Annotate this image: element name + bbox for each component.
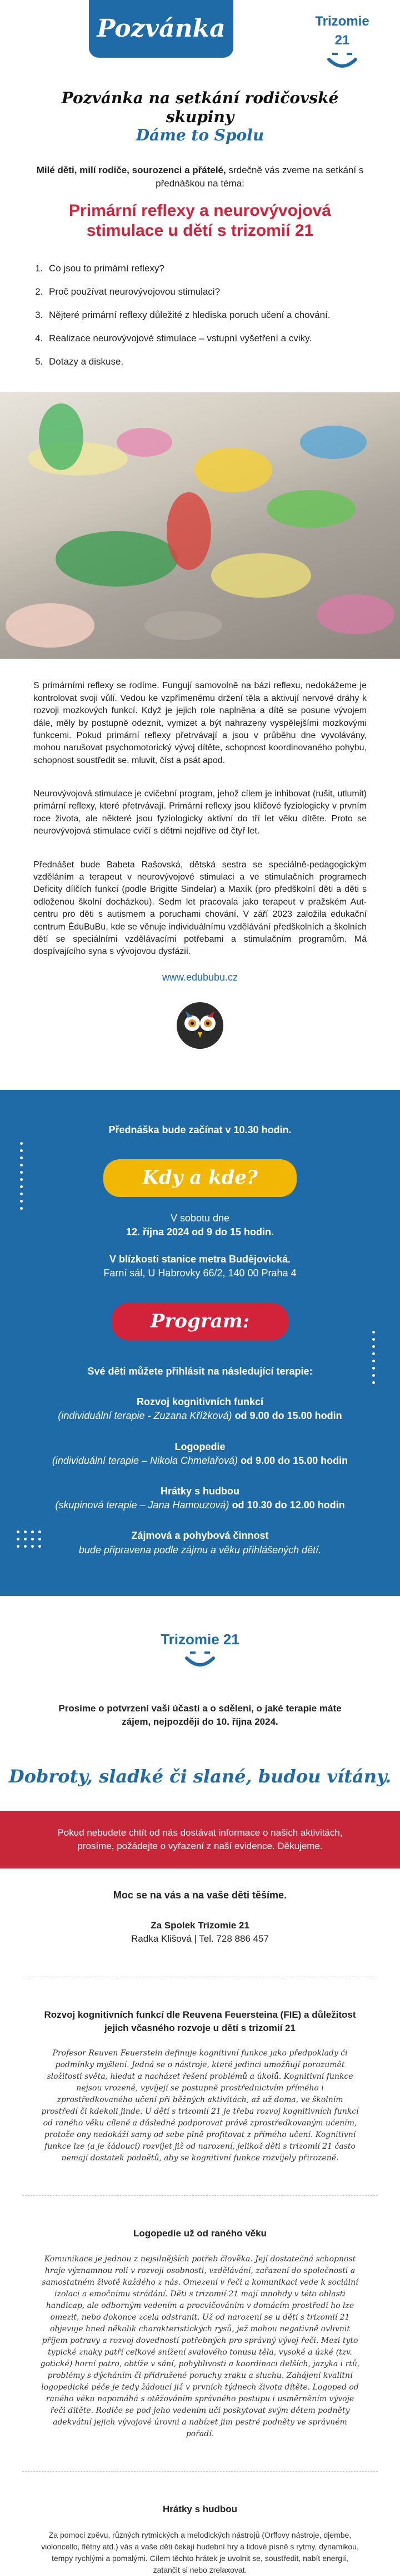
date-line-2: 12. října 2024 od 9 do 15 hodin.: [126, 1226, 274, 1238]
place-line-1: V blízkosti stanice metra Budějovická.: [109, 1254, 291, 1265]
therapy-detail: (skupinová terapie – Jana Hamouzová): [55, 1499, 229, 1511]
article-body: [0, 680, 400, 958]
signature-org: Za Spolek Trizomie 21: [151, 1920, 249, 1931]
therapy-name: Hrátky s hudbou: [160, 1486, 239, 1497]
signature-person: Radka Klišová | Tel. 728 886 457: [131, 1933, 269, 1944]
decorative-dots: [370, 1329, 381, 1386]
date-line-1: V sobotu dne: [170, 1212, 230, 1224]
section-fie: [0, 2008, 400, 2165]
lecture-start: Přednáška bude začínat v 10.30 hodin.: [108, 1124, 292, 1135]
paragraph-speaker: Přednášet bude Babeta Rašovská, dětská sestra se speciálně-pedagogickým vzděláním a terapeut v neurovývojové stimulaci a ve stimulačních programech Deficity dílčích funkcí (podle Brigitte Sindelar) a Maxík (pro předškolní děti a děti s odloženou školní docházkou). Sedm let pracovala jako terapeut v pražském Aut-centru pro děti s autismem a poruchami chování. V září 2023 založila edukační centrum ÉduBuBu, kde se věnuje individuálnímu vzdělávání předškolních a školních dětí se speciálními vzdělávacími potřebami a stimulačním programům. Má dospívajícího syna s vývojovou dysfázií.: [33, 860, 367, 957]
therapy-name: Zájmová a pohybová činnost: [131, 1530, 269, 1542]
intro: [0, 67, 400, 241]
section-logopedie: [0, 2227, 400, 2440]
program-badge: Program:: [112, 1303, 288, 1341]
greeting-bold: Milé děti, milí rodiče, sourozenci a přátelé,: [36, 164, 226, 175]
list-item: 2. Proč používat neurovývojovou stimulaci?: [46, 285, 367, 299]
list-item: 5. Dotazy a diskuse.: [46, 355, 367, 368]
therapy-time: od 9.00 do 15.00 hodin: [234, 1410, 342, 1422]
trizomie-logo: [309, 12, 376, 77]
section-text: Za pomoci zpěvu, různých rytmických a melodických nástrojů (Orffovy nástroje, djembe, violoncello, flétny atd.) vás a vaše děti čekají hudební hry a lidové písně s rytmy, dynamikou, tempy rychlými a pomalými. Cílem těchto hrátek je uvolnit se, soustředit, nabít energií, zatančit si nebo zrelaxovat.: [41, 2530, 359, 2574]
intro-subheading: Dáme to Spolu: [136, 126, 264, 145]
section-text: Komunikace je jednou z nejsilnějších potřeb člověka. Její dostatečná schopnost hraje významnou roli v rozvoji osobnosti, vzdělávání, zařazení do společnosti a samostatném životě každého z nás. Omezení v řeči a komunikaci vede k sociální izolaci a emočnímu strádání. Děti s trizomií 21 mají mnohdy v této oblasti handicap, ale odborným vedením a procvičováním v domácím prostředí ho lze omezit, nebo dokonce zcela odstranit. Už od narození se u dětí s trizomií 21 objevuje hned několik charakteristických rysů, jež mohou negativně ovlivnit příjem potravy a rozvoj dovedností potřebných pro správný vývoj řeči. Mezi tyto typické znaky patří celkové snížení svalového tonusu těla, vysoké a úzké (tzv. gotické) horní patro, obtíže v sání, pohyblivosti a koordinaci delších, jazyka i rtů, problémy s dýcháním či přidružené poruchy zraku a sluchu. Zahájení kvalitní logopedické péče je tedy žádoucí již v prvních týdnech života dítěte. Logoped od raného věku napomáhá s otěžováním správného postupu i usměrněním vývoje řeči dítěte. Rodiče se pod jeho vedením učí poskytovat svým dětem podněty adekvátní jejich vývojové úrovni a nabízet jim pestré podněty ve správném pořadí.: [40, 2255, 360, 2439]
therapy-name: Logopedie: [174, 1441, 226, 1452]
therapy-time: od 10.30 do 12.00 hodin: [232, 1499, 345, 1511]
place-line-2: Farní sál, U Habrovky 66/2, 140 00 Praha 4: [103, 1267, 297, 1279]
paragraph-reflexes: S primárními reflexy se rodíme. Fungují samovolně na bázi reflexu, nedokážeme je kontrolovat svoji vůlí. Vedou ke vzpřímenému držení těla a aktivují nervové dráhy k rozvoji mozkových funkcí. Když je jejich role naplněna a dítě se posune vývojem dále, měly by postupně odeznít, vymizet a být nahrazeny vyspělejšími mozkovými funkcemi. Pokud primární reflexy přetrvávají a jsou v průběhu dne vyvolávány, mohou narušovat psychomotorický vývoj dítěte, schopnost koordinovaného pohybu, schopnost soustředit se, mluvit, číst a psát apod.: [33, 681, 367, 765]
when-where-badge: Kdy a kde?: [103, 1159, 297, 1197]
header-title-pill: [89, 0, 233, 58]
section-music: [0, 2503, 400, 2576]
logo-text: Trizomie 21: [161, 1630, 239, 1648]
trizomie-logo-footer: [0, 1629, 400, 1675]
signature: [0, 1919, 400, 1946]
header: [0, 0, 400, 67]
event-place: [39, 1252, 361, 1280]
therapy-item: [39, 1484, 361, 1512]
therapy-detail: (individuální terapie – Nikola Chmelařová): [52, 1454, 238, 1466]
list-item: 1. Co jsou to primární reflexy?: [46, 262, 367, 275]
paragraph-stimulation: Neurovývojová stimulace je cvičební program, jehož cílem je inhibovat (rušit, utlumit) primární reflexy, které přetrvávají. Primární reflexy jsou klíčové fyziologicky v prvním roce života, ale některé jsou fyziologicky aktivní do tří let věku dítěte. Proto se neurovývojová stimulace cvičí s dětmi nejdříve od čtyř let.: [33, 789, 367, 836]
section-title: Rozvoj kognitivních funkcí dle Reuvena Feuersteina (FIE) a důležitost jejich včasného rozvoje u dětí s trizomií 21: [44, 2009, 356, 2033]
divider: [22, 2471, 378, 2472]
event-date: [39, 1211, 361, 1239]
greeting: [33, 164, 367, 190]
header-title: Pozvánka: [97, 14, 226, 43]
therapy-item: [39, 1395, 361, 1423]
section-text: Profesor Reuven Feuerstein definuje kognitivní funkce jako předpoklady či podmínky myšlení. Jedná se o nástroje, které jedinci umožňují porozumět složitosti světa, hledat a nacházet řešení problémů a úkolů. Kognitivní funkce nejsou vrozené, vyvíjejí se postupně prostřednictvím přímého i zprostředkovaného učení při běžných aktivitách, až už doma, ve školním prostředí či kdekoli jinde. U dětí s trizomií 21 je třeba rozvoj kognitivních funkcí od raného věku cíleně a důsledně podporovat právě zprostředkovaným učením, protože ony nedokáží samy od sebe plně profitovat z přímého učení. Kognitivní funkce lze (a je žádoucí) rozvíjet již od narození, jelikož děti s trizomií 21 často nemají dostatek podnětů, aby se kognitivní funkce rozvíjely přirozeně.: [41, 2049, 359, 2163]
therapy-item: [39, 1529, 361, 1557]
intro-heading: Pozvánka na setkání rodičovské skupiny: [61, 89, 339, 126]
unsubscribe-notice: Pokud nebudete chtít od nás dostávat informace o našich aktivitách, prosíme, požádejte o vyřazení z naší evidence. Děkujeme.: [0, 1811, 400, 1868]
greeting-rest: srdečně vás zveme na setkání s přednáškou na téma:: [156, 164, 364, 189]
craft-photo: [0, 392, 400, 659]
question-list: [46, 262, 400, 368]
divider: [22, 2195, 378, 2196]
decorative-dots: [14, 1528, 48, 1550]
edububu-owl-logo-icon: [176, 1001, 224, 1050]
logo-text: Trizomie 21: [315, 14, 369, 48]
therapy-item: [39, 1440, 361, 1468]
section-title: Logopedie už od raného věku: [133, 2228, 267, 2239]
website-link[interactable]: www.edububu.cz: [162, 971, 238, 983]
program-intro: Své děti můžete přihlásit na následující terapie:: [87, 1366, 313, 1377]
craft-photo-image: [0, 392, 400, 659]
section-title: Hrátky s hudbou: [162, 2504, 238, 2515]
smile-logo-icon: [324, 50, 360, 73]
list-item: 3. Nějteré primární reflexy důležité z hlediska poruch učení a chování.: [46, 309, 367, 322]
therapy-time: od 9.00 do 15.00 hodin: [241, 1454, 348, 1466]
event-section: [0, 1090, 400, 1596]
smile-logo-icon: [182, 1649, 218, 1671]
rsvp-request: Prosíme o potvrzení vaší účasti a o sdělení, o jaké terapie máte zájem, nejpozději do 10. října 2024.: [58, 1703, 342, 1727]
therapy-name: Rozvoj kognitivních funkcí: [136, 1396, 263, 1408]
lecture-topic: Primární reflexy a neurovývojová stimulace u dětí s trizomií 21: [69, 201, 331, 240]
list-item: 4. Realizace neurovývojové stimulace – vstupní vyšetření a cviky.: [46, 332, 367, 345]
decorative-dots: [18, 1140, 29, 1212]
therapy-detail: (individuální terapie - Zuzana Křížková): [58, 1410, 232, 1422]
therapy-detail: bude připravena podle zájmu a věku přihlášených dětí.: [78, 1544, 322, 1555]
snacks-slogan: Dobroty, sladké či slané, budou vítány.: [8, 1765, 392, 1787]
thanks-message: Moc se na vás a na vaše děti těšíme.: [113, 1889, 287, 1901]
